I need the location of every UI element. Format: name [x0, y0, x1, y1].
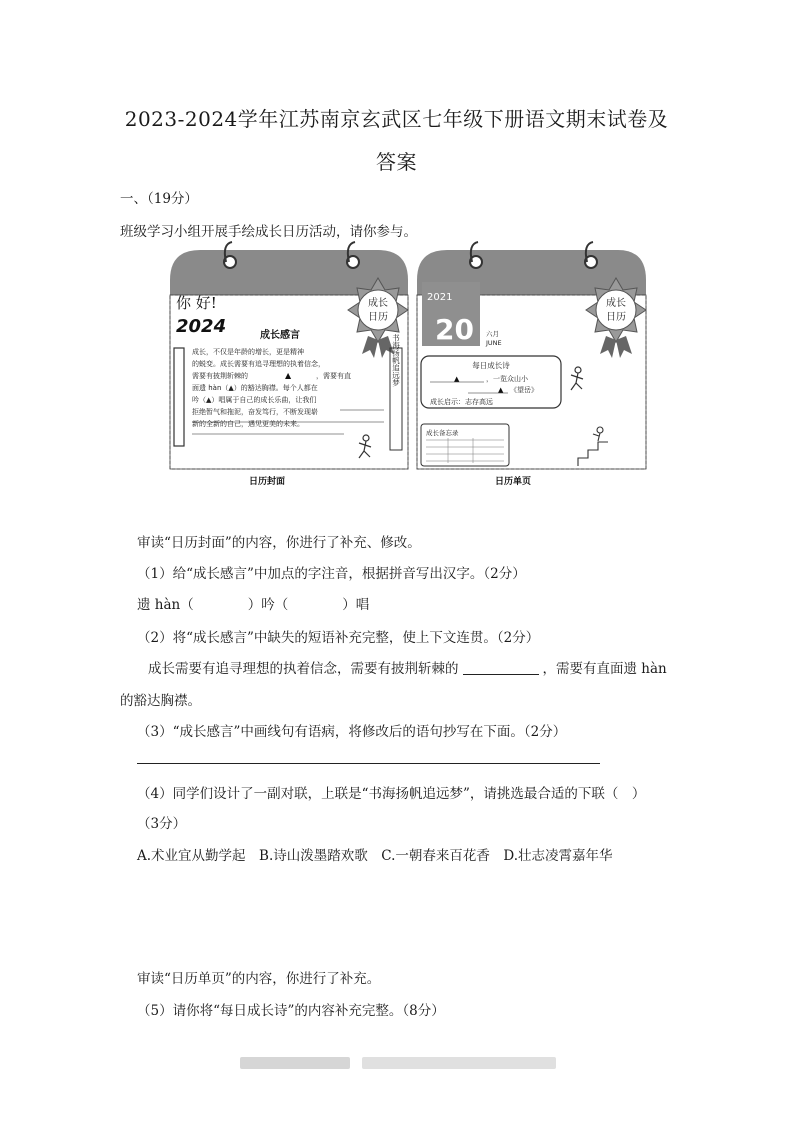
svg-text:面遗 hàn（▲）的豁达胸襟。每个人都在: 面遗 hàn（▲）的豁达胸襟。每个人都在: [192, 384, 318, 392]
question-2-body-after: ，需要有直面遗 hàn: [542, 661, 667, 677]
svg-text:成长: 成长: [606, 298, 626, 309]
question-1: （1）给“成长感言”中加点的字注音，根据拼音写出汉字。（2分）: [137, 566, 526, 582]
badge-text-2: 日历: [368, 312, 388, 323]
svg-text:，需要有直: ，需要有直: [316, 372, 351, 380]
calendar-figure: [168, 240, 648, 494]
poem-line2-tail: 《望岳》: [510, 386, 538, 394]
question-2-body: [148, 657, 667, 677]
question-2-body-before: 成长需要有追寻理想的执着信念，需要有披荆斩棘的: [148, 661, 459, 677]
question-4-score: （3分）: [137, 816, 187, 832]
cover-heading: 成长感言: [260, 330, 300, 341]
question-4: （4）同学们设计了一副对联，上联是“书海扬帆追远梦”，请挑选最合适的下联（ ）: [137, 786, 646, 802]
svg-text:日历: 日历: [606, 312, 626, 323]
page-caption: 日历单页: [494, 477, 532, 487]
cover-couplet: 书海扬帆追远梦: [391, 333, 401, 387]
phrase-blank[interactable]: [463, 660, 539, 675]
svg-text:的蜕变。成长需要有追寻理想的执着信念，: 的蜕变。成长需要有追寻理想的执着信念，: [192, 360, 325, 368]
question-4-options: A.术业宜从勤学起 B.诗山泼墨踏欢歌 C.一朝春来百花香 D.壮志凌霄嘉年华: [137, 848, 613, 864]
calendar-cover: [170, 242, 408, 487]
question-2: （2）将“成长感言”中缺失的短语补充完整，使上下文连贯。（2分）: [137, 630, 540, 646]
question-3-answer-line[interactable]: [137, 763, 600, 764]
section-intro: 班级学习小组开展手绘成长日历活动，请你参与。: [120, 224, 417, 240]
svg-text:新的全新的自己，遇见更美的未来。: 新的全新的自己，遇见更美的未来。: [192, 420, 304, 428]
cover-caption: 日历封面: [248, 477, 286, 487]
question-intro-cover: 审读“日历封面”的内容，你进行了补充、修改。: [137, 535, 421, 551]
page-year: 2021: [427, 292, 453, 303]
svg-text:成长，不仅是年龄的增长，更是精神: 成长，不仅是年龄的增长，更是精神: [192, 348, 304, 356]
question-1-answer[interactable]: 遗 hàn（ ）吟（ ）唱: [137, 597, 370, 613]
cover-year: 2024: [176, 316, 227, 337]
poem-line1-tail: ，一览众山小: [486, 375, 528, 383]
question-5: （5）请你将“每日成长诗”的内容补充完整。（8分）: [137, 1003, 445, 1019]
cover-hello: 你 好!: [176, 294, 217, 312]
svg-text:▲: ▲: [498, 386, 504, 394]
badge-text-1: 成长: [368, 298, 388, 309]
memo-title: 成长备忘录: [426, 429, 459, 437]
calendar-page: [417, 242, 646, 487]
question-2-body-line2: 的豁达胸襟。: [120, 693, 201, 709]
cover-blank-triangle: ▲: [285, 371, 292, 380]
svg-text:吟（▲）唱属于自己的成长乐曲，让我们: 吟（▲）唱属于自己的成长乐曲，让我们: [192, 396, 317, 404]
svg-text:拒绝暂气和拖泥，奋发笃行，不断发现崭: 拒绝暂气和拖泥，奋发笃行，不断发现崭: [192, 408, 318, 416]
document-title-line2: 答案: [376, 150, 417, 174]
poem-title: 每日成长诗: [472, 361, 510, 370]
section-header: 一、（19分）: [120, 191, 198, 207]
svg-text:▲: ▲: [454, 375, 460, 383]
page-month-en: JUNE: [486, 339, 502, 347]
question-3: （3）“成长感言”中画线句有语病，将修改后的语句抄写在下面。（2分）: [137, 724, 567, 740]
page-day: 20: [435, 313, 474, 346]
poem-note: 成长启示：志存高远: [430, 398, 493, 406]
question-intro-page: 审读“日历单页”的内容，你进行了补充。: [137, 971, 381, 987]
page-month-cn: 六月: [486, 330, 499, 338]
document-title-line1: 2023-2024学年江苏南京玄武区七年级下册语文期末试卷及: [124, 107, 669, 131]
svg-text:需要有披荆斩棘的: 需要有披荆斩棘的: [192, 372, 248, 380]
